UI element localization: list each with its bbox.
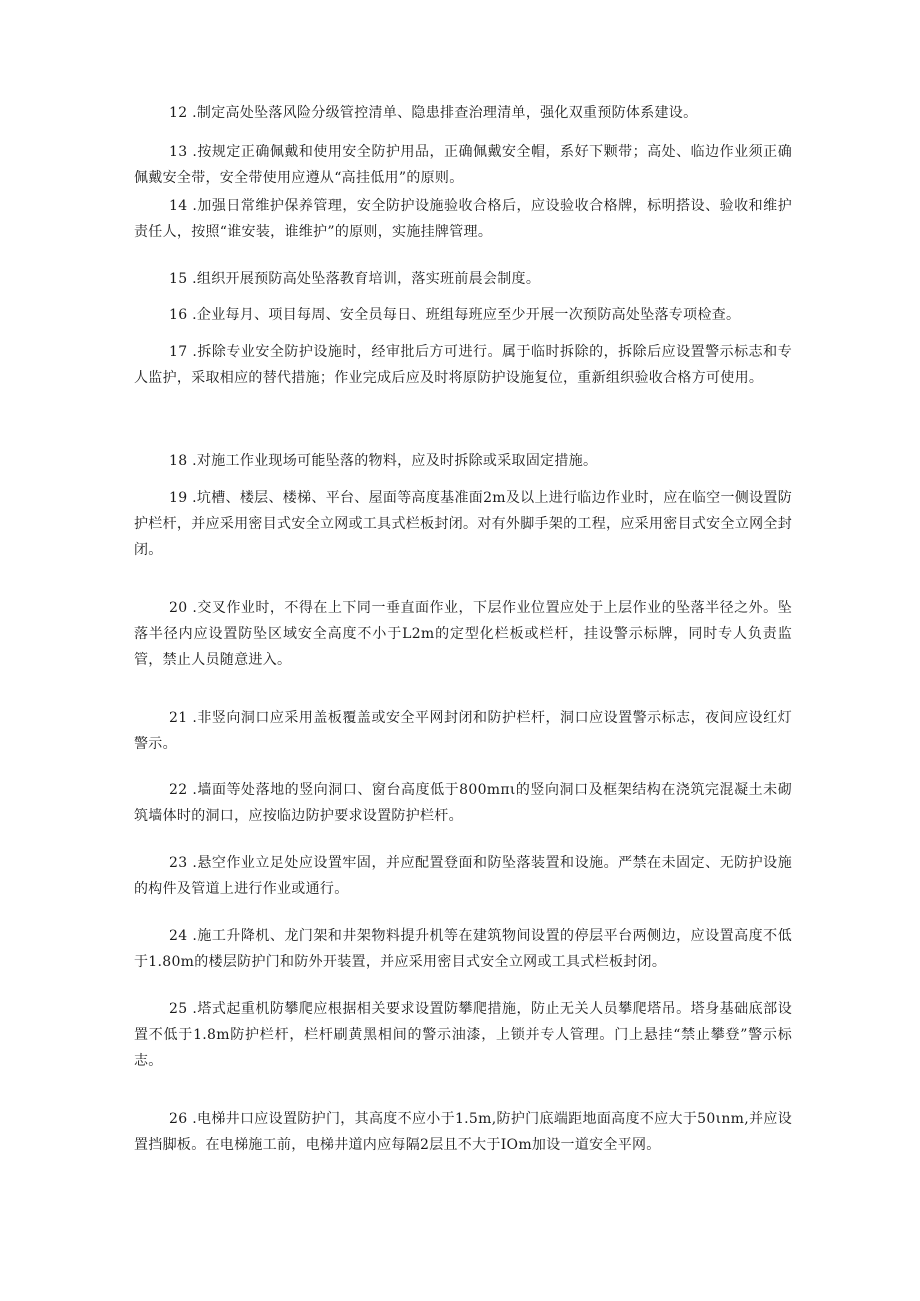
paragraph-item-22: 22 .墙面等处落地的竖向洞口、窗台高度低于800mπι的竖向洞口及框架结构在浇筑完混凝土未砌筑墙体时的洞口，应按临边防护要求设置防护栏杆。 [134, 782, 792, 824]
paragraph-item-16: 16 .企业每月、项目每周、安全员每日、班组每班应至少开展一次预防高处坠落专项检查。 [169, 307, 741, 323]
paragraph-item-17: 17 .拆除专业安全防护设施时，经审批后方可进行。属于临时拆除的，拆除后应设置警示标志和专人监护，采取相应的替代措施；作业完成后应及时将原防护设施复位，重新组织验收合格方可使用。 [134, 344, 792, 386]
paragraph-item-21: 21 .非竖向洞口应采用盖板覆盖或安全平网封闭和防护栏杆，洞口应设置警示标志，夜间应设红灯警示。 [134, 710, 792, 752]
paragraph-item-13: 13 .按规定正确佩戴和使用安全防护用品，正确佩戴安全帽，系好下颗带；高处、临边作业须正确佩戴安全带，安全带使用应遵从“高挂低用”的原则。 [134, 144, 792, 186]
paragraph-item-26: 26 .电梯井口应设置防护门，其高度不应小于1.5m,防护门底端距地面高度不应大于50ιnm,并应设置挡脚板。在电梯施工前，电梯井道内应每隔2层且不大于IOm加设一道安全平网。 [134, 1111, 792, 1153]
paragraph-item-14: 14 .加强日常维护保养管理，安全防护设施验收合格后，应设验收合格牌，标明搭设、验收和维护责任人，按照“谁安装，谁维护”的原则，实施挂牌管理。 [134, 198, 792, 240]
paragraph-item-18: 18 .对施工作业现场可能坠落的物料，应及时拆除或采取固定措施。 [169, 453, 598, 469]
paragraph-item-25: 25 .塔式起重机防攀爬应根据相关要求设置防攀爬措施，防止无关人员攀爬塔吊。塔身基础底部设置不低于1.8m防护栏杆，栏杆刷黄黑相间的警示油漆，上锁并专人管理。门上悬挂“禁止攀登”警示标志。 [134, 1001, 792, 1069]
paragraph-item-15: 15 .组织开展预防高处坠落教育培训，落实班前晨会制度。 [169, 271, 541, 287]
paragraph-item-23: 23 .悬空作业立足处应设置牢固，并应配置登面和防坠落装置和设施。严禁在未固定、无防护设施的构件及管道上进行作业或通行。 [134, 855, 792, 897]
paragraph-item-19: 19 .坑槽、楼层、楼梯、平台、屋面等高度基准面2m及以上进行临边作业时，应在临空一侧设置防护栏杆，并应采用密目式安全立网或工具式栏板封闭。对有外脚手架的工程，应采用密目式安全立网全封闭。 [134, 490, 792, 558]
paragraph-item-20: 20 .交叉作业时，不得在上下同一垂直面作业，下层作业位置应处于上层作业的坠落半径之外。坠落半径内应设置防坠区域安全高度不小于L2m的定型化栏板或栏杆，挂设警示标牌，同时专人负责监管，禁止人员随意进入。 [134, 600, 792, 668]
paragraph-item-12: 12 .制定高处坠落风险分级管控清单、隐患排查治理清单，强化双重预防体系建设。 [169, 105, 698, 121]
paragraph-item-24: 24 .施工升降机、龙门架和井架物料提升机等在建筑物间设置的停层平台两侧边，应设置高度不低于1.80m的楼层防护门和防外开装置，并应采用密目式安全立网或工具式栏板封闭。 [134, 928, 792, 970]
